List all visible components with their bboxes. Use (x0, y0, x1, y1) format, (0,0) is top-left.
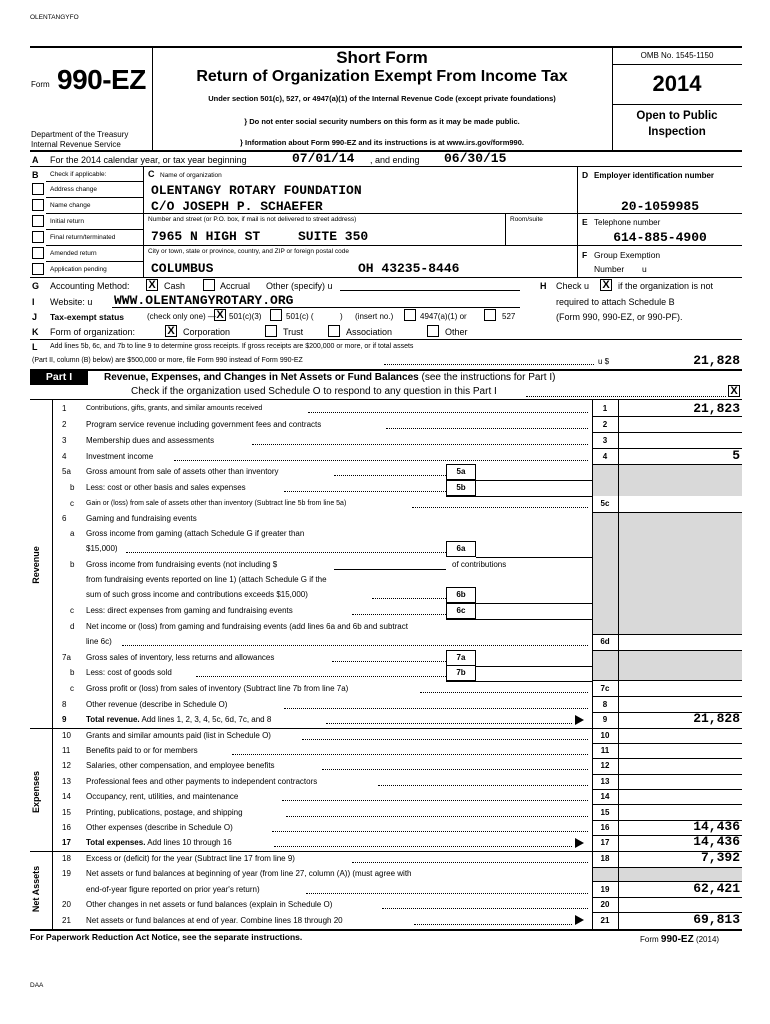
irs-label: Internal Revenue Service (31, 140, 121, 149)
line-box: 7c (600, 684, 610, 693)
trust-checkbox[interactable] (265, 325, 277, 337)
state-zip[interactable]: OH 43235-8446 (358, 261, 460, 276)
line-text: Net assets or fund balances at end of year. Combine lines 18 through 20 (86, 916, 343, 925)
line-num: 21 (62, 916, 71, 925)
line-l-text2: (Part II, column (B) below) are $500,000 or more, file Form 990 instead of Form 990-EZ (32, 357, 303, 364)
line-box: 6b (446, 587, 476, 603)
line-l-letter: L (32, 342, 38, 352)
line-l-arrow: u $ (598, 357, 610, 366)
ein-label: Employer identification number (594, 171, 715, 180)
line-box: 3 (602, 436, 608, 445)
line-text-3: sum of such gross income and contributions exceeds $15,000) (86, 590, 308, 599)
line-box: 20 (600, 900, 610, 909)
line-num: c (70, 684, 74, 693)
line-num: 20 (62, 900, 71, 909)
cash-label: Cash (164, 281, 186, 291)
line-box: 21 (600, 916, 610, 925)
line-text: Gross income from gaming (attach Schedule G if greater than (86, 529, 305, 538)
form-of-org-label: Form of organization: (50, 327, 136, 337)
line-text: Gain or (loss) from sale of assets other than inventory (Subtract line 5b from line 5a) (86, 500, 347, 507)
line-box: 6a (446, 541, 476, 557)
line-text: Salaries, other compensation, and employee benefits (86, 761, 275, 770)
tax-year-end[interactable]: 06/30/15 (444, 151, 507, 166)
line-num: 9 (62, 715, 67, 724)
line-num: 19 (62, 869, 71, 878)
ending-net-assets-value[interactable]: 69,813 (693, 912, 740, 927)
application-pending-label: Application pending (50, 266, 107, 273)
line-text: Grants and similar amounts paid (list in Schedule O) (86, 731, 271, 740)
527-checkbox[interactable] (484, 309, 496, 321)
line-box: 14 (600, 792, 610, 801)
phone-label: Telephone number (594, 218, 661, 227)
final-return-checkbox[interactable] (32, 231, 44, 243)
line-num: b (70, 560, 75, 569)
line-d-letter: D (582, 170, 589, 180)
line-text: Gross amount from sale of assets other than inventory (86, 467, 279, 476)
line-box: 19 (600, 885, 610, 894)
4947-checkbox[interactable] (404, 309, 416, 321)
line-text: Other changes in net assets or fund balances (explain in Schedule O) (86, 900, 333, 909)
total-expenses-arrow (575, 838, 584, 848)
line-text: Excess or (deficit) for the year (Subtract line 17 from line 9) (86, 854, 295, 863)
line-text: Gross income from fundraising events (not including $ (86, 560, 278, 569)
501c3-label: 501(c)(3) (229, 312, 262, 321)
line-box: 1 (602, 404, 608, 413)
check-applicable-label: Check if applicable: (50, 171, 107, 178)
website-url[interactable]: WWW.OLENTANGYROTARY.ORG (114, 293, 294, 308)
line-num: 6 (62, 514, 67, 523)
other-org-label: Other (445, 327, 468, 337)
line-box: 9 (602, 715, 608, 724)
line-num: 13 (62, 777, 71, 786)
line-box: 17 (600, 838, 610, 847)
under-section: Under section 501(c), 527, or 4947(a)(1) of the Internal Revenue Code (except private foundations) (208, 94, 556, 103)
tax-year: 2014 (652, 71, 702, 96)
line-num: 4 (62, 452, 67, 461)
line-box: 6c (446, 603, 476, 619)
address-change-label: Address change (50, 186, 97, 193)
website-label: Website: u (50, 297, 93, 307)
line-box: 5b (446, 480, 476, 496)
501c-label: 501(c) ( (286, 312, 314, 321)
address-change-checkbox[interactable] (32, 183, 44, 195)
line-num: 17 (62, 838, 71, 847)
net-assets-end-arrow (575, 915, 584, 925)
initial-return-checkbox[interactable] (32, 215, 44, 227)
line-num: 7a (62, 653, 71, 662)
line-text: Other revenue (describe in Schedule O) (86, 700, 228, 709)
cash-checkbox[interactable]: X (146, 279, 158, 291)
line-k-letter: K (32, 327, 39, 337)
line-box: 10 (600, 731, 610, 740)
final-return-label: Final return/terminated (50, 234, 116, 241)
part-i-title: Revenue, Expenses, and Changes in Net Assets or Fund Balances (see the instructions for Part I) (104, 372, 556, 383)
line-text-2: line 6c) (86, 637, 112, 646)
excess-deficit-value[interactable]: 7,392 (700, 850, 740, 865)
group-number-label: Number (594, 264, 625, 274)
ssn-notice: } Do not enter social security numbers on this form as it may be made public. (244, 117, 520, 126)
beginning-net-assets-value[interactable]: 62,421 (693, 881, 740, 896)
name-change-label: Name change (50, 202, 91, 209)
group-exemption-label: Group Exemption (594, 250, 661, 260)
part-i-tag: Part I (30, 370, 88, 385)
line-text-2: end-of-year figure reported on prior year's return) (86, 885, 260, 894)
line-box: 4 (602, 452, 608, 461)
line-num: 10 (62, 731, 71, 740)
phone-value[interactable]: 614-885-4900 (613, 230, 707, 245)
line-text: Professional fees and other payments to independent contractors (86, 777, 318, 786)
revenue-side-label: Revenue (31, 546, 41, 584)
501c-checkbox[interactable] (270, 309, 282, 321)
schedule-b-checkbox[interactable]: X (600, 279, 612, 291)
line-text: Printing, publications, postage, and shipping (86, 808, 243, 817)
line-h-text3: (Form 990, 990-EZ, or 990-PF). (556, 312, 683, 322)
line-num: b (70, 483, 75, 492)
form-prefix: Form (31, 80, 50, 89)
line-text-b: of contributions (452, 560, 507, 569)
schedule-o-checkbox[interactable]: X (728, 385, 740, 397)
care-of[interactable]: C/O JOSEPH P. SCHAEFER (151, 199, 323, 214)
accounting-method-label: Accounting Method: (50, 281, 130, 291)
line-num: 2 (62, 420, 67, 429)
line-text: Gaming and fundraising events (86, 514, 197, 523)
line-text: Total revenue. Add lines 1, 2, 3, 4, 5c, 6d, 7c, and 8 (86, 715, 272, 724)
line-num: 15 (62, 808, 71, 817)
line-h-letter: H (540, 281, 547, 291)
trust-label: Trust (283, 327, 304, 337)
line-f-letter: F (582, 250, 588, 260)
line-text: Benefits paid to or for members (86, 746, 198, 755)
group-number-arrow: u (642, 264, 647, 274)
line-h-check-label: Check u (556, 281, 590, 291)
4947-label: 4947(a)(1) or (420, 312, 467, 321)
line-a-text: For the 2014 calendar year, or tax year beginning (50, 155, 247, 165)
line-num: 1 (62, 404, 67, 413)
tax-exempt-label: Tax-exempt status (50, 312, 125, 322)
preparer-code: OLENTANGYFO (30, 14, 79, 21)
line-text-2: from fundraising events reported on line 1) (attach Schedule G if the (86, 575, 327, 584)
total-revenue-arrow (575, 715, 584, 725)
info-notice: } Information about Form 990-EZ and its instructions is at www.irs.gov/form990. (240, 138, 524, 147)
line-num: c (70, 499, 74, 508)
line-text: Less: cost or other basis and sales expenses (86, 483, 246, 492)
line-num: b (70, 668, 75, 677)
line-text: Occupancy, rent, utilities, and maintenance (86, 792, 239, 801)
form-number: 990-EZ (57, 64, 146, 95)
527-label: 527 (502, 312, 516, 321)
line-box: 15 (600, 808, 610, 817)
line-text: Total expenses. Add lines 10 through 16 (86, 838, 232, 847)
line-e-letter: E (582, 217, 588, 227)
line-h-text1: if the organization is not (618, 281, 714, 291)
street-address[interactable]: 7965 N HIGH ST (151, 229, 261, 244)
suite[interactable]: SUITE 350 (298, 229, 369, 244)
line-text: Program service revenue including government fees and contracts (86, 420, 322, 429)
net-assets-side-label: Net Assets (31, 865, 41, 913)
line-text: Other expenses (describe in Schedule O) (86, 823, 233, 832)
other-expenses-value[interactable]: 14,436 (693, 819, 740, 834)
line-box: 5c (600, 499, 610, 508)
line-text: Net income or (loss) from gaming and fundraising events (add lines 6a and 6b and subtract (86, 622, 408, 631)
line-box: 5a (446, 464, 476, 480)
expenses-side-label: Expenses (31, 770, 41, 814)
title-short: Short Form (336, 48, 428, 67)
line-b-letter: B (32, 170, 39, 180)
line-text-2: $15,000) (86, 544, 118, 553)
501c-close: ) (340, 312, 343, 321)
line-num: 14 (62, 792, 71, 801)
other-org-checkbox[interactable] (427, 325, 439, 337)
line-num: 18 (62, 854, 71, 863)
open-public-1: Open to Public (636, 110, 718, 122)
corporation-label: Corporation (183, 327, 231, 337)
city[interactable]: COLUMBUS (151, 261, 214, 276)
city-label: City or town, state or province, country, and ZIP or foreign postal code (148, 248, 349, 255)
line-num: 8 (62, 700, 67, 709)
line-g-letter: G (32, 281, 40, 291)
association-checkbox[interactable] (328, 325, 340, 337)
line-text: Net assets or fund balances at beginning of year (from line 27, column (A)) (must agree with (86, 869, 412, 878)
line-text: Less: direct expenses from gaming and fundraising events (86, 606, 293, 615)
line-text: Less: cost of goods sold (86, 668, 172, 677)
gross-receipts-value[interactable]: 21,828 (693, 353, 740, 368)
corporation-checkbox[interactable]: X (165, 325, 177, 337)
line-box: 7b (446, 665, 476, 681)
insert-no-label: (insert no.) (355, 312, 394, 321)
line-box: 12 (600, 761, 610, 770)
total-expenses-value[interactable]: 14,436 (693, 834, 740, 849)
org-name-label: Name of organization (160, 172, 222, 179)
amended-return-checkbox[interactable] (32, 247, 44, 259)
accrual-label: Accrual (220, 281, 251, 291)
line-num: 12 (62, 761, 71, 770)
line-h-text2: required to attach Schedule B (556, 297, 675, 307)
open-public-2: Inspection (648, 126, 706, 138)
line-num: d (70, 622, 75, 631)
other-method-label: Other (specify) u (266, 281, 333, 291)
title-main: Return of Organization Exempt From Income Tax (196, 68, 568, 85)
line-box: 11 (600, 746, 610, 755)
line-box: 16 (600, 823, 610, 832)
line-l-text1: Add lines 5b, 6c, and 7b to line 9 to determine gross receipts. If gross receipts are $200,000 or more, or if total assets (50, 343, 414, 350)
room-suite-label: Room/suite (510, 216, 543, 223)
tax-exempt-paren: (check only one) — (147, 312, 216, 321)
line-text: Contributions, gifts, grants, and similar amounts received (86, 405, 263, 412)
line-4-value[interactable]: 5 (732, 448, 740, 463)
org-name[interactable]: OLENTANGY ROTARY FOUNDATION (151, 183, 362, 198)
line-c-letter: C (148, 169, 155, 179)
line-box: 7a (446, 650, 476, 666)
line-i-letter: I (32, 297, 35, 307)
paperwork-notice: For Paperwork Reduction Act Notice, see the separate instructions. (30, 932, 303, 942)
schedule-o-text: Check if the organization used Schedule O to respond to any question in this Part I (131, 386, 497, 397)
daa-label: DAA (30, 982, 44, 989)
line-box: 2 (602, 420, 608, 429)
line-text: Membership dues and assessments (86, 436, 215, 445)
dept-treasury: Department of the Treasury (31, 130, 129, 139)
line-num: 16 (62, 823, 71, 832)
application-pending-checkbox[interactable] (32, 263, 44, 275)
line-text: Investment income (86, 452, 154, 461)
street-label: Number and street (or P.O. box, if mail is not delivered to street address) (148, 216, 357, 223)
line-num: 5a (62, 467, 71, 476)
tax-year-begin[interactable]: 07/01/14 (292, 151, 355, 166)
amended-return-label: Amended return (50, 250, 97, 257)
line-num: 11 (62, 746, 71, 755)
line-text: Gross profit or (loss) from sales of inventory (Subtract line 7b from line 7a) (86, 684, 349, 693)
line-box: 18 (600, 854, 610, 863)
omb-number: OMB No. 1545-1150 (640, 51, 714, 60)
line-num: c (70, 606, 74, 615)
line-box: 8 (602, 700, 608, 709)
line-j-letter: J (32, 312, 38, 322)
initial-return-label: Initial return (50, 218, 84, 225)
association-label: Association (346, 327, 393, 337)
and-ending-label: , and ending (370, 155, 420, 165)
line-text: Gross sales of inventory, less returns and allowances (86, 653, 275, 662)
accrual-checkbox[interactable] (203, 279, 215, 291)
line-num: 3 (62, 436, 67, 445)
total-revenue-value[interactable]: 21,828 (693, 711, 740, 726)
line-1-value[interactable]: 21,823 (693, 401, 740, 416)
line-num: a (70, 529, 75, 538)
line-a-letter: A (32, 155, 39, 165)
ein-value[interactable]: 20-1059985 (620, 199, 699, 214)
name-change-checkbox[interactable] (32, 199, 44, 211)
footer-form-label: Form 990-EZ (2014) (640, 934, 720, 945)
line-box: 6d (600, 637, 610, 646)
501c3-checkbox[interactable]: X (214, 309, 226, 321)
line-box: 13 (600, 777, 610, 786)
